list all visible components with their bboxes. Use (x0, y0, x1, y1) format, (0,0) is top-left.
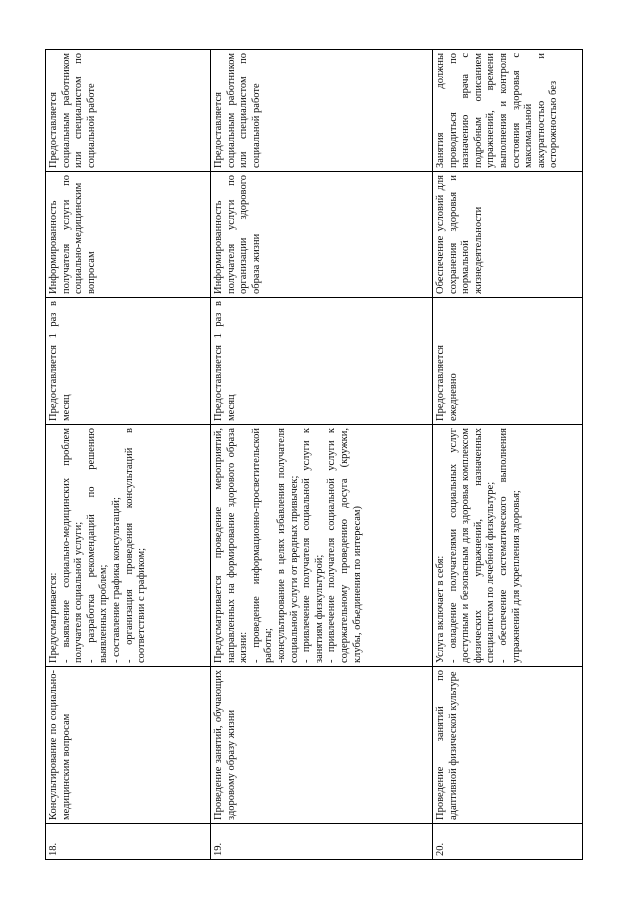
service-name: Проведение занятий по адаптивной физической культуре (433, 667, 583, 824)
table-row (433, 50, 583, 860)
description-line: Услуга включает в себя: (435, 555, 446, 663)
description-line: - организация проведения консультаций в соответствии с графиком; (123, 428, 148, 663)
service-description (433, 425, 583, 667)
quality-indicator: Обеспечение условий для сохранения здоровья и нормальной жизнедеятельности (433, 172, 583, 298)
description-line: - обеспечение систематического выполнения упражнений для укрепления здоровья; (497, 428, 522, 663)
description-line: - проведение информационно-просветительской работы; (250, 428, 275, 663)
description-line: - выявление социально-медицинских проблем получателя социальной услуги; (60, 428, 85, 663)
description-line: - разработка рекомендаций по решению выявленных проблем; (85, 428, 110, 663)
description-line: - привлечение получателя социальной услуги к занятиям физкультурой; (301, 428, 325, 663)
quality-indicator: Информированность получателя услуги по социально-медицинским вопросам (46, 172, 211, 298)
description-line: - составление графика консультаций; (110, 497, 122, 663)
service-description (211, 425, 433, 667)
row-number: 18. (46, 824, 211, 860)
description-line: Предусматривается проведение мероприятий, направленных на формирование здорового образа жизни: (213, 428, 250, 663)
table-row (211, 50, 433, 860)
row-number: 20. (433, 824, 583, 860)
service-conditions: Занятия должны проводиться по назначению врача с подробным описанием упражнений, времени выполнения и контроля состояния здоровья с максимальной аккуратностью и осторожностью без (433, 50, 583, 172)
row-number: 19. (211, 824, 433, 860)
rotated-page (45, 50, 582, 860)
description-line: Предусматривается: (48, 572, 59, 663)
table-row (46, 50, 211, 860)
description-line: - привлечение получателя социальной услуги к содержательному проведению досуга (кружки, клубы, объединения по интересам) (326, 428, 363, 663)
service-conditions: Предоставляется социальным работником или специалистом по социальной работе (46, 50, 211, 172)
service-frequency: Предоставляется 1 раз в месяц (211, 298, 433, 425)
service-frequency: Предоставляется 1 раз в месяц (46, 298, 211, 425)
service-conditions: Предоставляется социальным работником или специалистом по социальной работе (211, 50, 433, 172)
service-name: Консультирование по социально-медицинским вопросам (46, 667, 211, 824)
service-frequency: Предоставляется ежедневно (433, 298, 583, 425)
services-table (45, 49, 583, 860)
service-name: Проведение занятий, обучающих здоровому образу жизни (211, 667, 433, 824)
description-line: -консультирование в целях избавления получателя социальной услуги от вредных привычек; (275, 428, 300, 663)
quality-indicator: Информированность получателя услуги по организации здорового образа жизни (211, 172, 433, 298)
service-description (46, 425, 211, 667)
description-line: - овладение получателями социальных услуг доступным и безопасным для здоровья комплексом физических упражнений, назначенных специалистом по лечебной физкультуре; (447, 428, 497, 663)
